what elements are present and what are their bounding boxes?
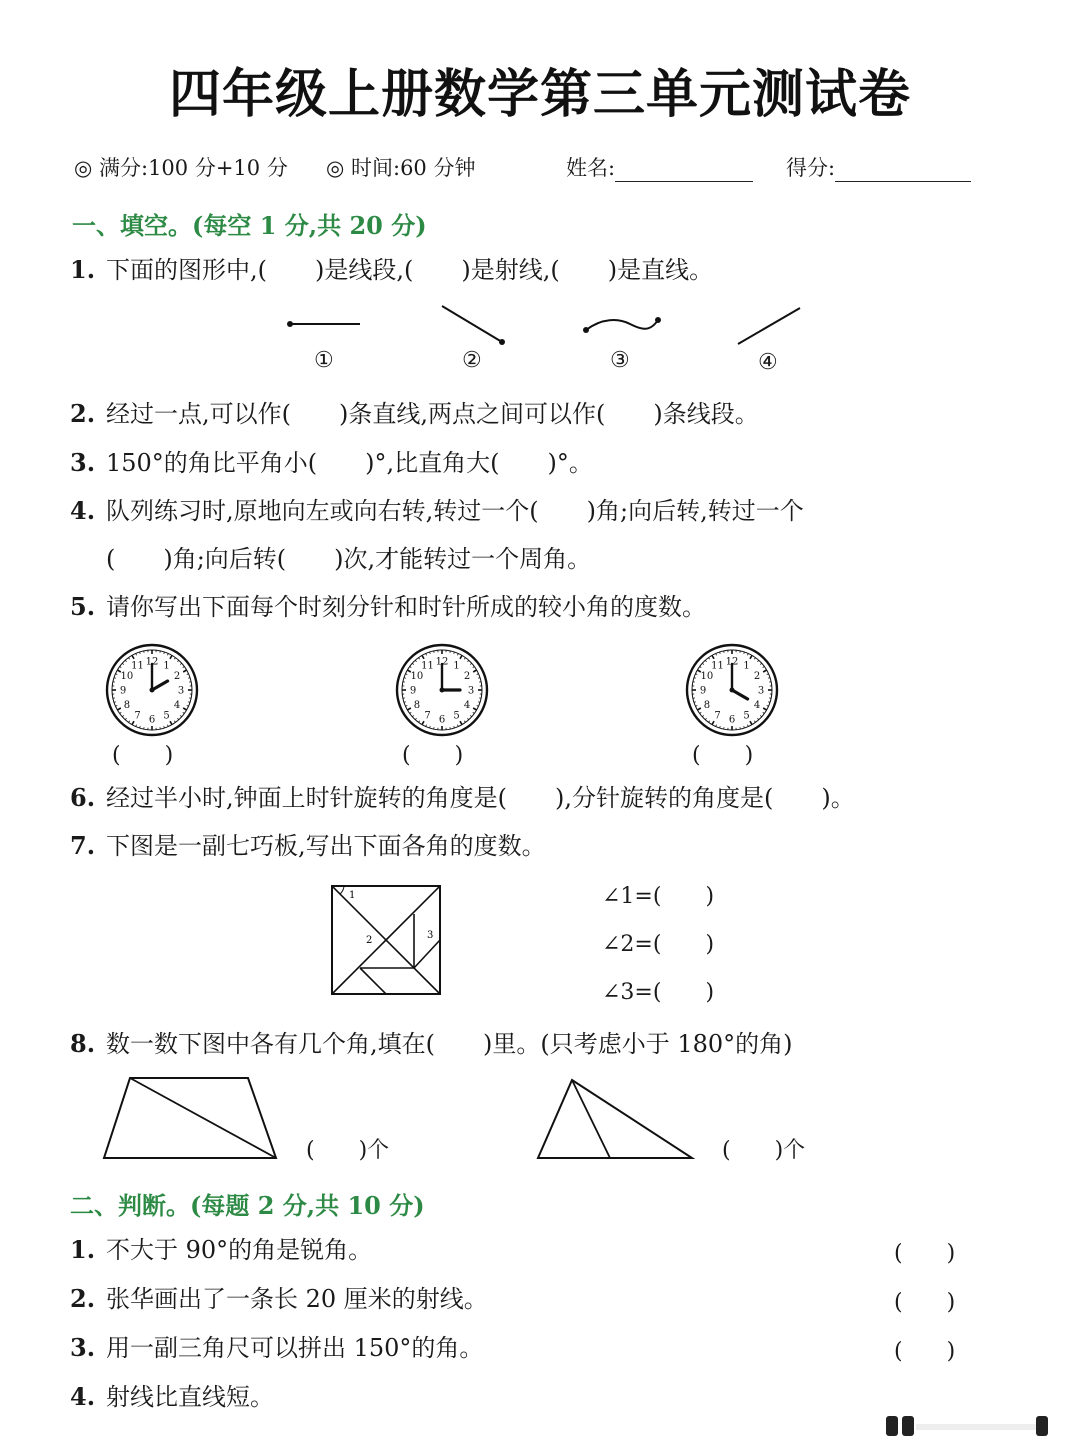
clock-number: 12 [725, 656, 739, 668]
question-text: 经过一点,可以作( )条直线,两点之间可以作( )条线段。 [106, 400, 759, 428]
clock-answer-blank[interactable]: ( ) [112, 743, 174, 768]
question-number: 3. [70, 448, 96, 477]
figure-ray [442, 306, 505, 345]
figure-label-3: ③ [610, 348, 630, 373]
question-8 [70, 1028, 793, 1060]
triangle-figure [534, 1074, 696, 1162]
clock-number: 7 [714, 710, 721, 722]
question-number: 4. [70, 496, 96, 525]
question-3 [70, 447, 593, 479]
clock-number: 1 [163, 660, 170, 672]
question-2 [70, 398, 759, 430]
clock-number: 1 [453, 660, 460, 672]
clock-number: 6 [728, 714, 736, 726]
clock-center [150, 688, 155, 693]
clock-number: 10 [410, 671, 424, 682]
line-figures [280, 298, 820, 388]
trapezoid-angle-count[interactable]: ( )个 [306, 1138, 390, 1163]
clock-number: 2 [463, 671, 471, 682]
judge-answer-blank[interactable]: ( ) [894, 1290, 956, 1315]
section-2-heading: 二、判断。(每题 2 分,共 10 分) [70, 1191, 425, 1220]
figure-segment [287, 321, 360, 327]
score-field[interactable] [786, 152, 971, 182]
question-text: 张华画出了一条长 20 厘米的射线。 [106, 1285, 488, 1313]
name-blank[interactable] [615, 155, 753, 182]
clock-face [394, 642, 490, 738]
question-text: 下图是一副七巧板,写出下面各角的度数。 [106, 832, 546, 860]
clock-number: 3 [467, 685, 475, 697]
clock-face [104, 642, 200, 738]
judge-answer-blank[interactable]: ( ) [894, 1241, 956, 1266]
clock-number: 5 [743, 710, 750, 722]
question-number: 2. [70, 399, 96, 428]
clock-number: 8 [123, 700, 131, 711]
figure-label-1: ① [314, 348, 334, 373]
question-number: 7. [70, 831, 96, 860]
question-text: 用一副三角尺可以拼出 150°的角。 [106, 1334, 484, 1362]
tangram [330, 884, 444, 998]
question-text: 射线比直线短。 [106, 1383, 274, 1411]
clock-number: 7 [134, 710, 141, 722]
clock-number: 9 [409, 685, 417, 697]
question-number: 1. [70, 255, 96, 284]
clock-number: 5 [453, 710, 460, 722]
angle-2-answer[interactable]: ∠2=( ) [602, 932, 715, 957]
figure-curve [583, 317, 661, 333]
name-field[interactable] [566, 152, 753, 182]
question-6 [70, 782, 855, 814]
clock-number: 3 [177, 685, 185, 697]
question-text: 150°的角比平角小( )°,比直角大( )°。 [106, 449, 593, 477]
score-label: 得分: [786, 156, 836, 180]
clock-number: 6 [148, 714, 156, 726]
judge-item-3 [70, 1332, 483, 1364]
clock-number: 12 [435, 656, 449, 668]
question-number: 3. [70, 1333, 96, 1362]
tangram-label: 1 [349, 890, 356, 901]
question-text: 请你写出下面每个时刻分针和时针所成的较小角的度数。 [106, 593, 706, 621]
figure-label-4: ④ [758, 350, 778, 375]
score-blank[interactable] [835, 155, 971, 182]
question-text: 下面的图形中,( )是线段,( )是射线,( )是直线。 [106, 256, 714, 284]
tangram-label: 2 [366, 935, 373, 946]
clock-number: 11 [421, 660, 434, 672]
clock-number: 7 [424, 710, 431, 722]
clock-number: 2 [753, 671, 761, 682]
clock-answer-blank[interactable]: ( ) [692, 743, 754, 768]
clock-number: 5 [163, 710, 170, 722]
judge-item-1 [70, 1234, 372, 1266]
page-title: 四年级上册数学第三单元测试卷 [168, 65, 911, 125]
clock-number: 11 [131, 660, 144, 672]
clock-number: 12 [145, 656, 159, 668]
clock-number: 6 [438, 714, 446, 726]
clock-number: 9 [119, 685, 127, 697]
clock-number: 11 [711, 660, 724, 672]
question-7 [70, 830, 546, 862]
judge-item-4 [70, 1381, 274, 1413]
name-label: 姓名: [566, 156, 616, 180]
question-number: 2. [70, 1284, 96, 1313]
clock-center [730, 688, 735, 693]
question-number: 8. [70, 1029, 96, 1058]
exam-time: ◎ 时间:60 分钟 [326, 156, 476, 180]
figure-label-2: ② [462, 348, 482, 373]
clock-number: 3 [757, 685, 765, 697]
clock-number: 4 [463, 700, 471, 711]
clock-number: 8 [703, 700, 711, 711]
clock-number: 9 [699, 685, 707, 697]
question-number: 5. [70, 592, 96, 621]
clock-face [684, 642, 780, 738]
figure-line [738, 308, 800, 344]
question-number: 4. [70, 1382, 96, 1411]
clock-center [440, 688, 445, 693]
question-text: 数一数下图中各有几个角,填在( )里。(只考虑小于 180°的角) [106, 1030, 793, 1058]
clock-number: 10 [120, 671, 134, 682]
judge-item-2 [70, 1283, 488, 1315]
clock-number: 4 [753, 700, 761, 711]
clock-number: 10 [700, 671, 714, 682]
question-4 [70, 495, 804, 527]
question-text: 不大于 90°的角是锐角。 [106, 1236, 373, 1264]
section-1-heading: 一、填空。(每空 1 分,共 20 分) [72, 211, 427, 240]
trapezoid-figure [100, 1074, 282, 1162]
question-5 [70, 591, 706, 623]
clock-number: 1 [743, 660, 750, 672]
question-text: 队列练习时,原地向左或向右转,转过一个( )角;向后转,转过一个 [106, 497, 804, 525]
question-1 [70, 254, 713, 286]
tangram-label: 3 [427, 930, 434, 941]
question-4-continued: ( )角;向后转( )次,才能转过一个周角。 [106, 545, 592, 573]
clock-number: 2 [173, 671, 181, 682]
clock-number: 4 [173, 700, 181, 711]
clock-number: 8 [413, 700, 421, 711]
angle-1-answer[interactable]: ∠1=( ) [602, 884, 715, 909]
triangle-angle-count[interactable]: ( )个 [722, 1138, 806, 1163]
judge-answer-blank[interactable]: ( ) [894, 1339, 956, 1364]
angle-3-answer[interactable]: ∠3=( ) [602, 980, 715, 1005]
clock-answer-blank[interactable]: ( ) [402, 743, 464, 768]
watermark-bars [886, 1412, 1058, 1438]
full-score: ◎ 满分:100 分+10 分 [74, 156, 288, 180]
question-number: 6. [70, 783, 96, 812]
question-text: 经过半小时,钟面上时针旋转的角度是( ),分针旋转的角度是( )。 [106, 784, 855, 812]
question-number: 1. [70, 1235, 96, 1264]
